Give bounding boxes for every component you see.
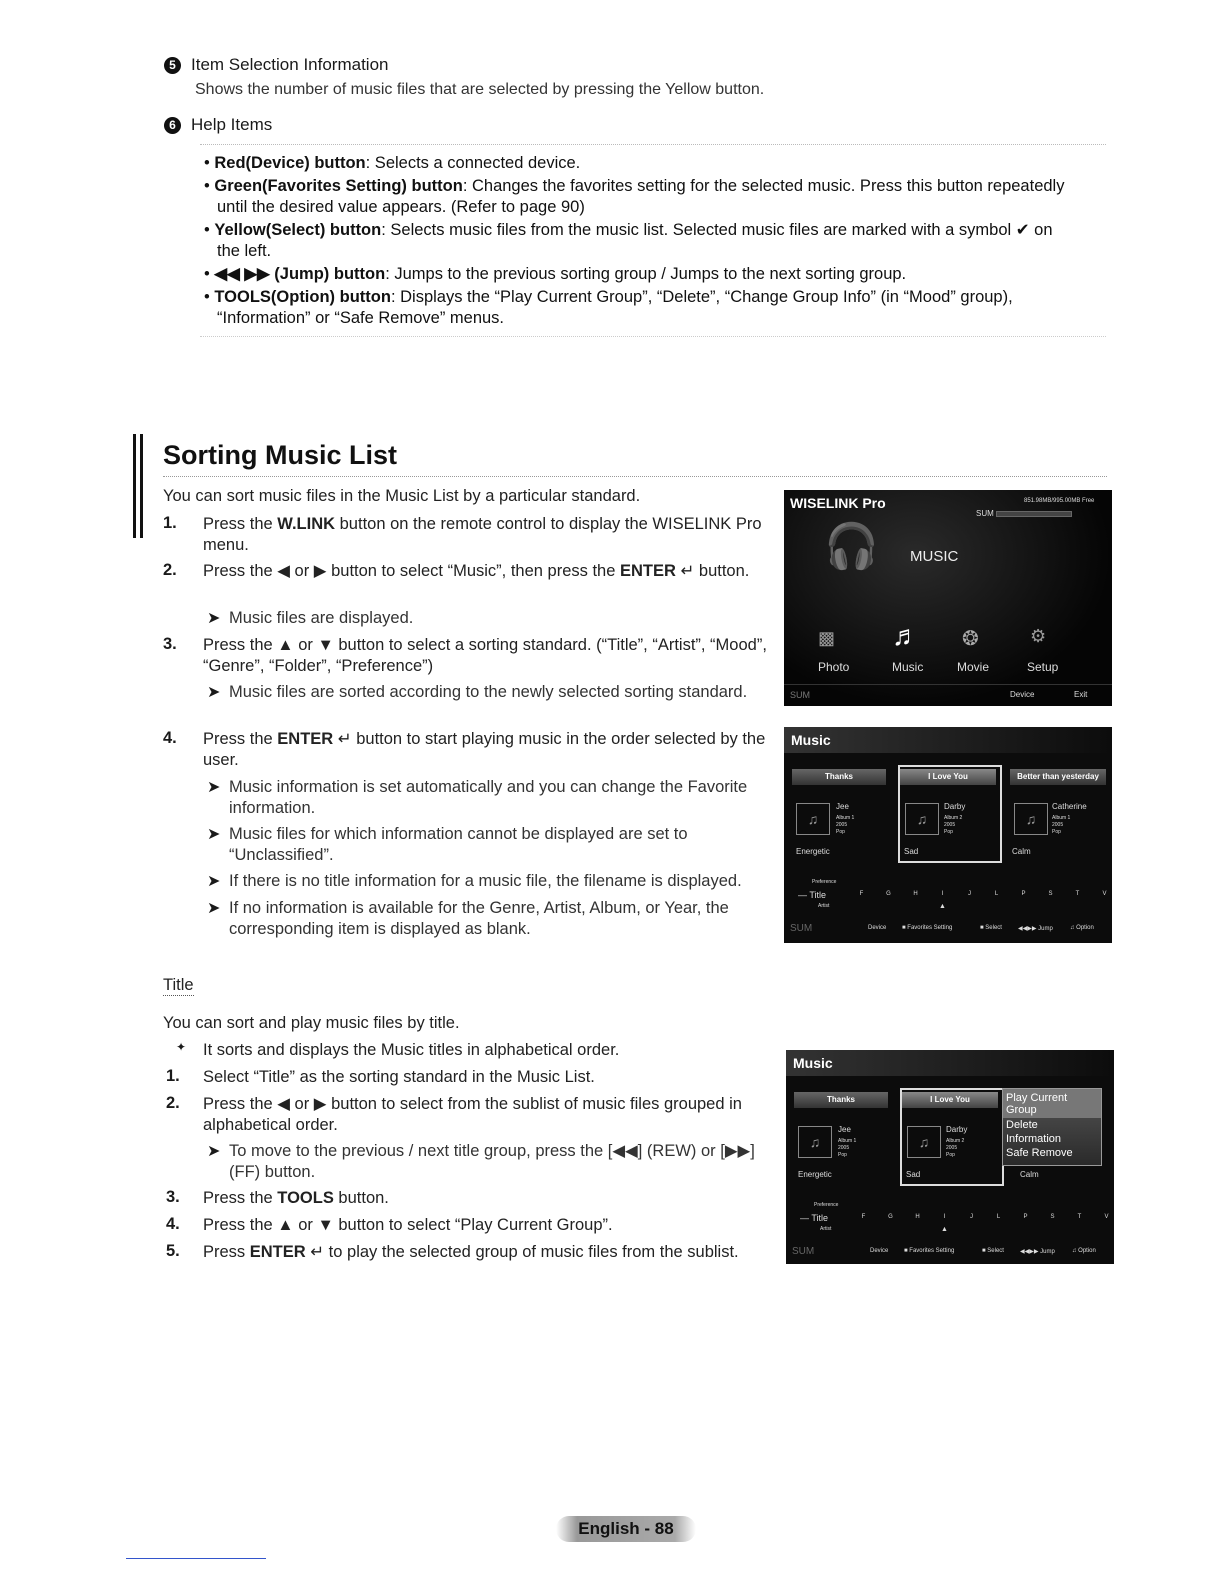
menu-play-current-group[interactable]: Play Current Group bbox=[1003, 1089, 1101, 1118]
music-label: MUSIC bbox=[910, 548, 959, 565]
group-label[interactable]: I Love You bbox=[902, 1092, 998, 1108]
item-selection-heading: 5 Item Selection Information bbox=[164, 55, 388, 75]
wiselink-screenshot bbox=[784, 490, 1112, 706]
menu-safe-remove[interactable]: Safe Remove bbox=[1006, 1147, 1073, 1159]
jump-hint[interactable]: ◀◀▶▶ Jump bbox=[1020, 1249, 1055, 1255]
step-number: 4. bbox=[166, 1215, 180, 1233]
title-heading: Title bbox=[163, 976, 194, 994]
title-step-3: Press the TOOLS button. bbox=[203, 1189, 389, 1207]
step-number: 2. bbox=[163, 561, 177, 579]
select-hint[interactable]: ■ Select bbox=[982, 1248, 1004, 1254]
list-item: • ◀◀ ▶▶ (Jump) button: Jumps to the previous sorting group / Jumps to the next sorting group. bbox=[204, 265, 907, 283]
music-list-screenshot: Music Thanks I Love You Better than yesterday ♫ ♫ ♫ Jee Darby Catherine Album 1 Album 2 Album 1 2005 2005 2005 Pop Pop Pop Energetic Sad Calm Preference — Title Artist F G H I J L P S T V ▲ SUM Device ■ Favorites Setting ■ Select ◀◀▶▶ Jump ♫ Option bbox=[784, 727, 1112, 943]
movie-icon[interactable]: ❂ bbox=[962, 628, 979, 650]
footer-rule bbox=[126, 1558, 266, 1559]
storage-bar bbox=[996, 511, 1072, 517]
step-2: Press the ◀ or ▶ button to select “Music”, then press the ENTER ↵ button. bbox=[203, 562, 750, 580]
title-step-4: Press the ▲ or ▼ button to select “Play Current Group”. bbox=[203, 1216, 613, 1234]
step-number: 2. bbox=[166, 1094, 180, 1112]
device-label: SUM bbox=[976, 509, 994, 518]
footer-device: SUM bbox=[790, 690, 810, 700]
title-step-5: Press ENTER ↵ to play the selected group of music files from the sublist. bbox=[203, 1243, 739, 1261]
option-hint[interactable]: ♫ Option bbox=[1070, 925, 1094, 931]
favorites-setting[interactable]: ■ Favorites Setting bbox=[904, 1248, 955, 1254]
note: Music files for which information cannot be displayed are set to “Unclassified”. bbox=[229, 825, 688, 864]
photo-icon[interactable]: ▩ bbox=[818, 628, 836, 648]
divider bbox=[163, 476, 1107, 477]
music-note-icon: ♫ bbox=[907, 1126, 941, 1158]
section-bar bbox=[133, 434, 136, 538]
storage-info: 851.98MB/995.00MB Free bbox=[1024, 498, 1095, 504]
music-icon[interactable]: ♬ bbox=[892, 620, 920, 651]
title-step-1: Select “Title” as the sorting standard in the Music List. bbox=[203, 1068, 595, 1086]
list-item: • Red(Device) button: Selects a connected device. bbox=[204, 154, 581, 172]
menu-photo[interactable]: Photo bbox=[818, 660, 850, 674]
section-bar bbox=[140, 434, 143, 538]
note: Music files are sorted according to the newly selected sorting standard. bbox=[229, 683, 748, 701]
step-number: 4. bbox=[163, 729, 177, 747]
page-footer: English - 88 bbox=[556, 1516, 696, 1542]
step-3: Press the ▲ or ▼ button to select a sorting standard. (“Title”, “Artist”, “Mood”, “Genre”, “Folder”, “Preference”) bbox=[203, 636, 767, 675]
group-label[interactable]: Better than yesterday bbox=[1010, 769, 1106, 785]
divider bbox=[200, 336, 1106, 337]
wiselink-brand: WISELINK Pro bbox=[790, 495, 886, 511]
favorites-setting[interactable]: ■ Favorites Setting bbox=[902, 925, 953, 931]
note: To move to the previous / next title group, press the [◀◀] (REW) or [▶▶] (FF) button. bbox=[229, 1142, 755, 1181]
list-item: • TOOLS(Option) button: Displays the “Play Current Group”, “Delete”, “Change Group Info” (in “Mood” group), “Information” or “Safe Remove” menus. bbox=[204, 288, 1013, 327]
music-note-icon: ♫ bbox=[905, 803, 939, 835]
music-title: Music bbox=[791, 732, 831, 748]
music-tools-screenshot: Music Thanks I Love You ♫ ♫ Jee Darby Album 1 Album 2 2005 2005 Pop Pop Energetic Sad Calm Play Current Group Delete Information Safe Remove Preference — Title Artist F G H I J L P S T V ▲ SUM Device ■ Favorites Setting ■ Select ◀◀▶▶ Jump ♫ Option bbox=[786, 1050, 1114, 1264]
step-number: 1. bbox=[163, 514, 177, 532]
music-title: Music bbox=[793, 1055, 833, 1071]
alphabet-index[interactable]: F G H I J L P S T V bbox=[861, 1214, 1109, 1220]
step-4: Press the ENTER ↵ button to start playing music in the order selected by the user. bbox=[203, 730, 766, 769]
music-note-icon: ♫ bbox=[1014, 803, 1048, 835]
step-1: Press the W.LINK button on the remote control to display the WISELINK Pro menu. bbox=[203, 515, 762, 554]
select-hint[interactable]: ■ Select bbox=[980, 925, 1002, 931]
jump-hint[interactable]: ◀◀▶▶ Jump bbox=[1018, 926, 1053, 932]
note: Music information is set automatically and you can change the Favorite information. bbox=[229, 778, 748, 817]
menu-setup[interactable]: Setup bbox=[1027, 660, 1059, 674]
setup-icon[interactable]: ⚙ bbox=[1030, 626, 1047, 646]
menu-information[interactable]: Information bbox=[1006, 1133, 1062, 1145]
footer-exit[interactable]: Exit bbox=[1074, 690, 1088, 699]
step-number: 3. bbox=[163, 635, 177, 653]
item-number-badge: 5 bbox=[164, 57, 181, 74]
group-label[interactable]: I Love You bbox=[900, 769, 996, 785]
step-number: 5. bbox=[166, 1242, 180, 1260]
sort-title-selected[interactable]: — Title bbox=[800, 1213, 829, 1223]
section-title: Sorting Music List bbox=[163, 440, 398, 470]
note: If there is no title information for a music file, the filename is displayed. bbox=[229, 872, 742, 890]
help-items-heading: 6 Help Items bbox=[164, 115, 272, 135]
group-label[interactable]: Thanks bbox=[794, 1092, 888, 1108]
note: Music files are displayed. bbox=[229, 609, 414, 627]
menu-music[interactable]: Music bbox=[892, 660, 924, 674]
item-selection-desc: Shows the number of music files that are selected by pressing the Yellow button. bbox=[195, 81, 765, 98]
step-number: 1. bbox=[166, 1067, 180, 1085]
music-note-icon: ♫ bbox=[798, 1126, 832, 1158]
tools-menu bbox=[1002, 1088, 1102, 1166]
group-label[interactable]: Thanks bbox=[792, 769, 886, 785]
item-number-badge: 6 bbox=[164, 117, 181, 134]
title-intro: You can sort and play music files by title. bbox=[163, 1014, 460, 1032]
menu-delete[interactable]: Delete bbox=[1006, 1119, 1038, 1131]
help-items-list bbox=[204, 153, 1074, 329]
step-number: 3. bbox=[166, 1188, 180, 1206]
list-item: • Yellow(Select) button: Selects music files from the music list. Selected music files are marked with a symbol ✔ on the left. bbox=[204, 221, 1053, 260]
note: If no information is available for the Genre, Artist, Album, or Year, the corresponding item is displayed as blank. bbox=[229, 899, 729, 938]
sort-title-selected[interactable]: — Title bbox=[798, 890, 827, 900]
list-item: • Green(Favorites Setting) button: Changes the favorites setting for the selected music. Press this button repeatedly until the desired value appears. (Refer to page 90) bbox=[204, 177, 1065, 216]
footer-device-hint[interactable]: Device bbox=[1010, 690, 1035, 699]
title-bullet: It sorts and displays the Music titles in alphabetical order. bbox=[203, 1041, 620, 1059]
alphabet-index[interactable]: F G H I J L P S T V bbox=[859, 891, 1107, 897]
alphabet-marker: ▲ bbox=[939, 903, 946, 910]
alphabet-marker: ▲ bbox=[941, 1226, 948, 1233]
option-hint[interactable]: ♫ Option bbox=[1072, 1248, 1096, 1254]
section-intro: You can sort music files in the Music List by a particular standard. bbox=[163, 487, 641, 505]
title-step-2: Press the ◀ or ▶ button to select from the sublist of music files grouped in alphabetical order. bbox=[203, 1095, 742, 1134]
divider bbox=[200, 144, 1106, 145]
music-note-icon: ♫ bbox=[796, 803, 830, 835]
headphones-icon: 🎧 bbox=[824, 522, 879, 571]
menu-movie[interactable]: Movie bbox=[957, 660, 990, 674]
